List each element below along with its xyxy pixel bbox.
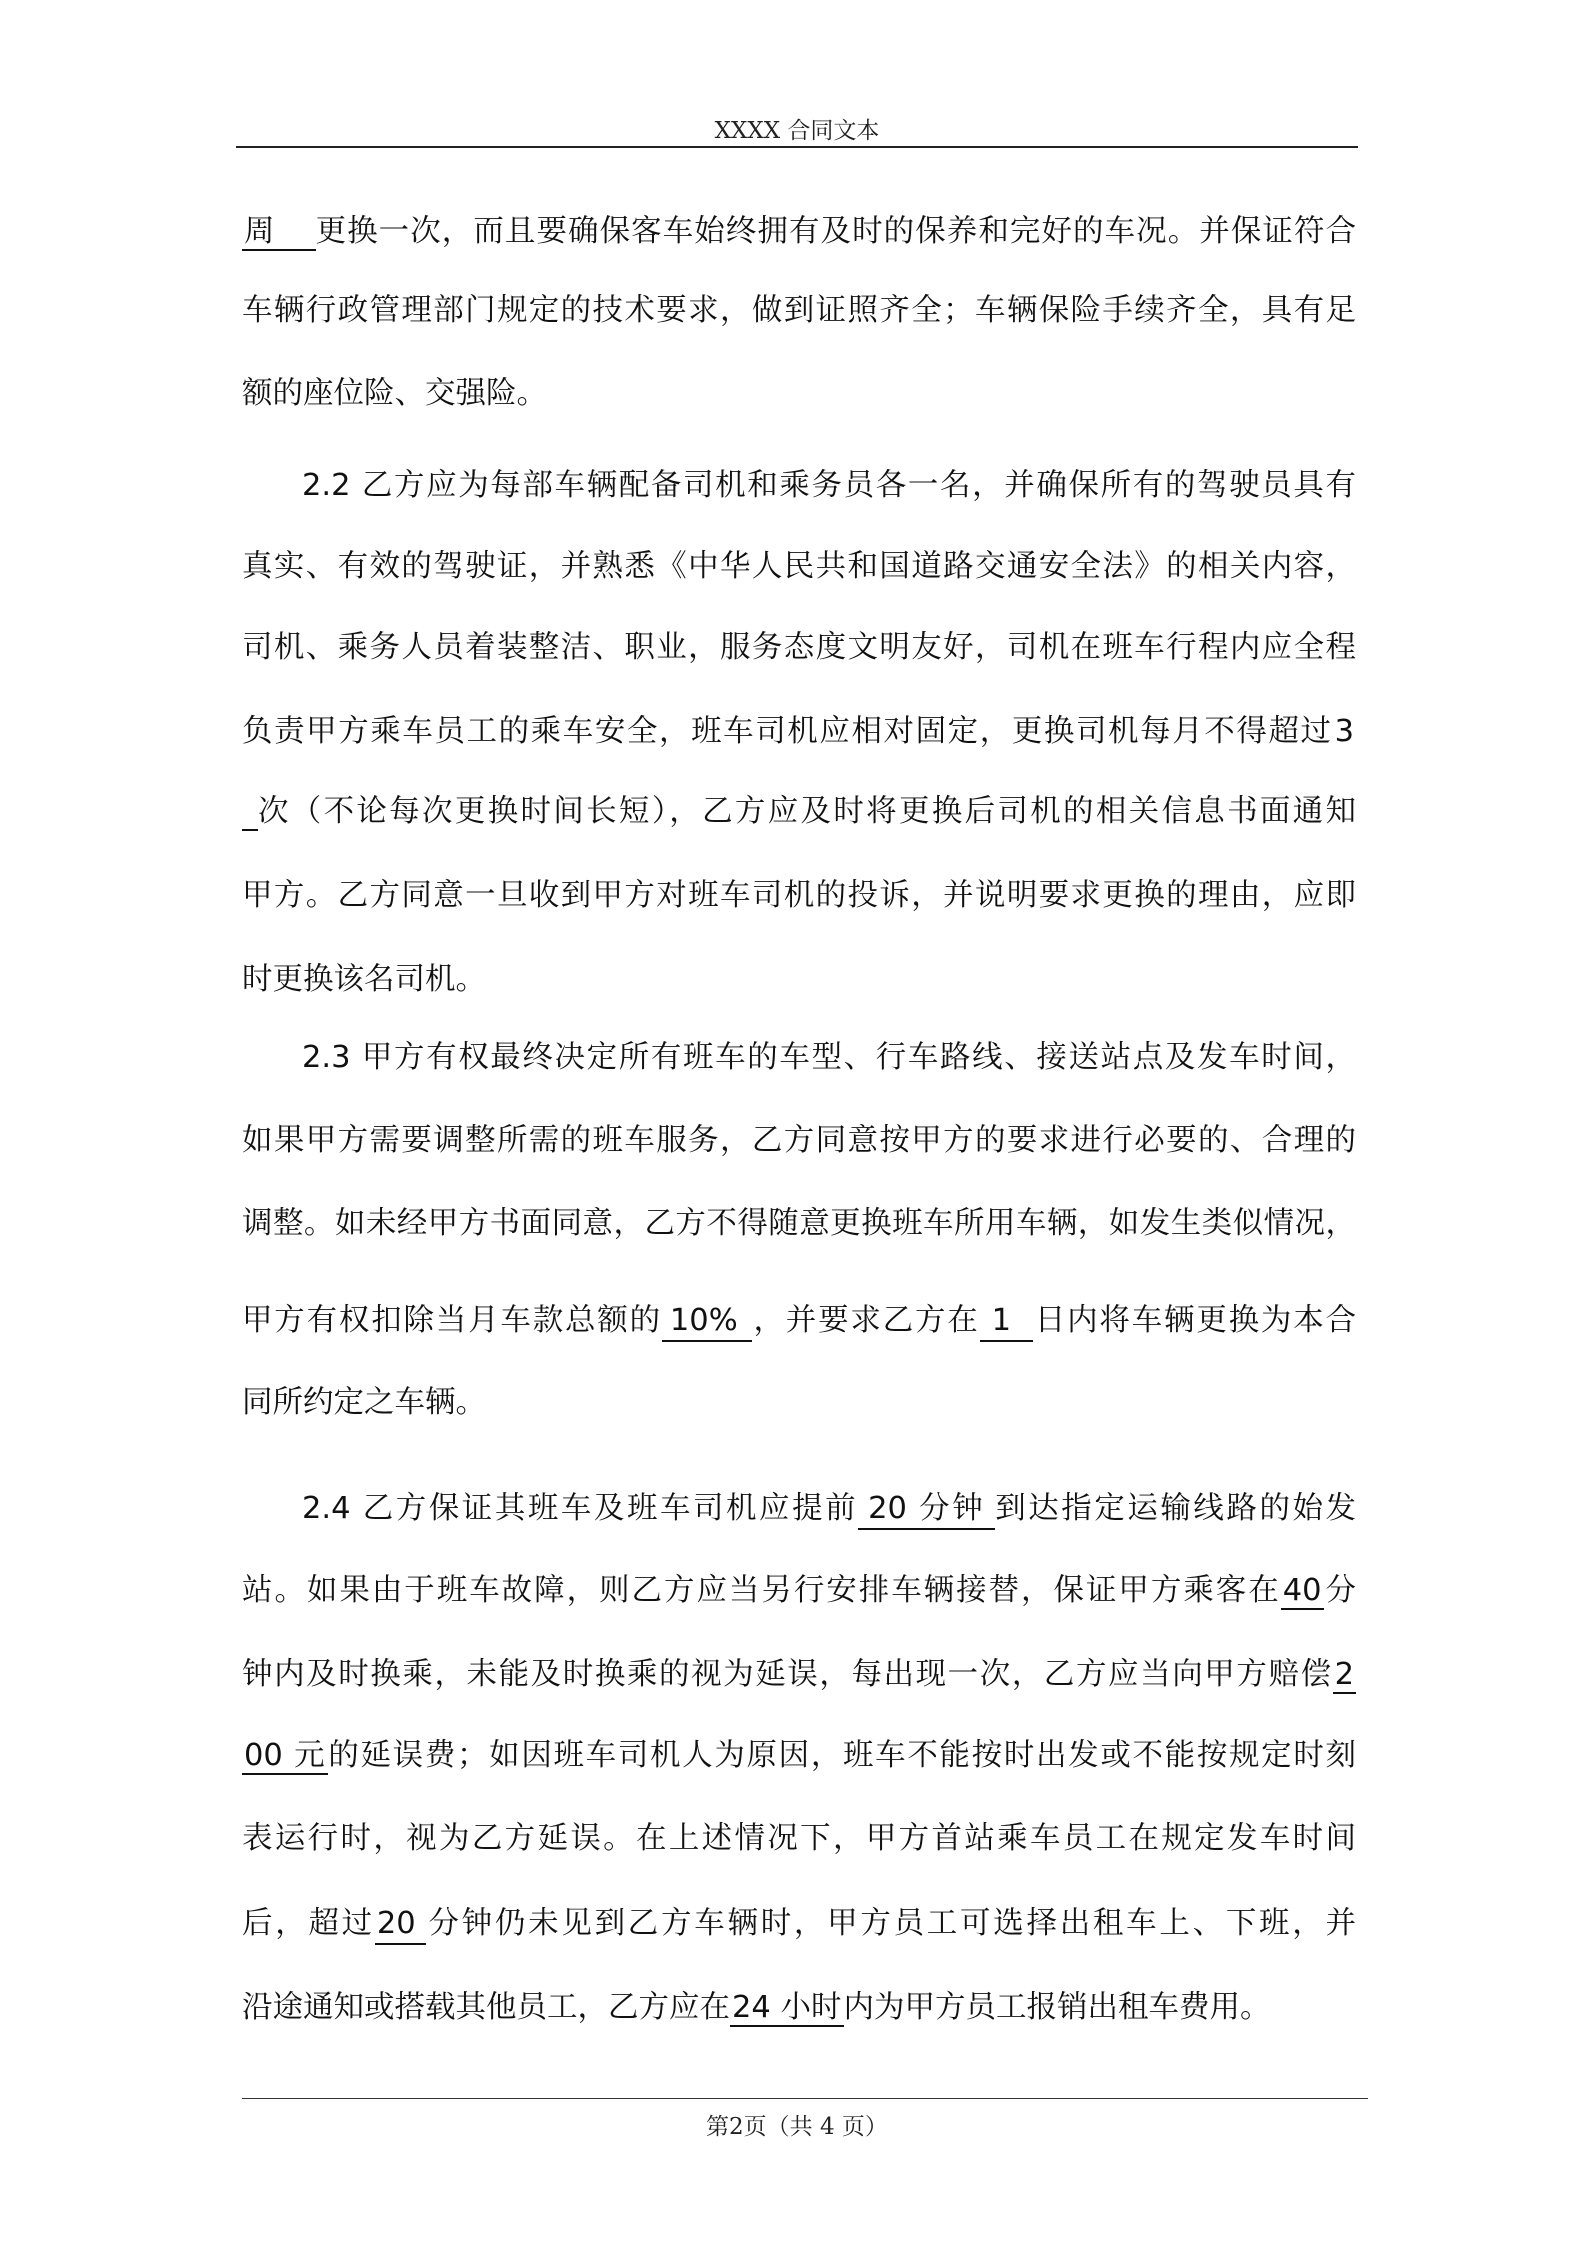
clause-2-4-line-7: 沿途通知或搭载其他员工，乙方应在24 小时内为甲方员工报销出租车费用。 [242,1990,1271,2025]
clause-2-2-line-5: 次（不论每次更换时间长短），乙方应及时将更换后司机的相关信息书面通知 [242,792,1356,832]
blank-field: 40 [1282,1573,1322,1608]
clause-2-2-line-1: 2.2 乙方应为每部车辆配备司机和乘务员各一名，并确保所有的驾驶员具有 [302,468,1356,503]
blank-field: 3 [1334,714,1354,749]
clause-2-3-line-3: 调整。如未经甲方书面同意，乙方不得随意更换班车所用车辆，如发生类似情况， [242,1206,1356,1241]
clause-2-3-line-1: 2.3 甲方有权最终决定所有班车的车型、行车路线、接送站点及发车时间， [302,1040,1356,1075]
paragraph-1-line-1: 周 更换一次，而且要确保客车始终拥有及时的保养和完好的车况。并保证符合 [244,214,1356,249]
blank-field: 周 [242,214,316,251]
blank-field: 2 [1334,1657,1354,1692]
blank-field: 24 小时 [732,1990,842,2025]
paragraph-1-line-3: 额的座位险、交强险。 [242,376,547,411]
clause-2-3-line-5: 同所约定之车辆。 [242,1385,486,1420]
blank-field: 1 [980,1303,1033,1342]
clause-2-3-line-2: 如果甲方需要调整所需的班车服务，乙方同意按甲方的要求进行必要的、合理的 [242,1123,1356,1158]
blank-field-continuation: 00 元 [244,1738,327,1773]
page-number: 第2页（共 4 页） [706,2114,888,2140]
clause-2-2-line-7: 时更换该名司机。 [242,962,486,997]
footer-rule [242,2098,1368,2099]
clause-2-4-line-6: 后，超过20 分钟仍未见到乙方车辆时，甲方员工可选择出租车上、下班，并 [242,1904,1356,1944]
clause-2-4-line-4: 00 元的延误费；如因班车司机人为原因，班车不能按时出发或不能按规定时刻 [244,1738,1356,1773]
clause-2-4-line-1: 2.4 乙方保证其班车及班车司机应提前 20 分钟 到达指定运输线路的始发 [302,1489,1356,1529]
clause-2-2-line-2: 真实、有效的驾驶证，并熟悉《中华人民共和国道路交通安全法》的相关内容， [242,549,1356,584]
page-header: XXXX 合同文本 [714,118,880,144]
blank-field-continuation [242,794,258,831]
blank-field: 20 分钟 [858,1491,995,1530]
blank-field: 10% [662,1303,752,1342]
blank-field: 20 [375,1906,426,1945]
clause-2-4-line-5: 表运行时，视为乙方延误。在上述情况下，甲方首站乘车员工在规定发车时间 [242,1821,1356,1856]
clause-2-2-line-4: 负责甲方乘车员工的乘车安全，班车司机应相对固定，更换司机每月不得超过3 [242,714,1354,749]
clause-2-4-line-3: 钟内及时换乘，未能及时换乘的视为延误，每出现一次，乙方应当向甲方赔偿2 [242,1657,1354,1692]
paragraph-1-line-2: 车辆行政管理部门规定的技术要求，做到证照齐全；车辆保险手续齐全，具有足 [242,293,1356,328]
clause-2-3-line-4: 甲方有权扣除当月车款总额的 10% ，并要求乙方在 1 日内将车辆更换为本合 [242,1301,1356,1341]
clause-2-2-line-3: 司机、乘务人员着装整洁、职业，服务态度文明友好，司机在班车行程内应全程 [242,630,1356,665]
clause-2-2-line-6: 甲方。乙方同意一旦收到甲方对班车司机的投诉，并说明要求更换的理由，应即 [242,878,1356,913]
header-rule [236,146,1358,148]
clause-2-4-line-2: 站。如果由于班车故障，则乙方应当另行安排车辆接替，保证甲方乘客在40分 [242,1573,1357,1608]
